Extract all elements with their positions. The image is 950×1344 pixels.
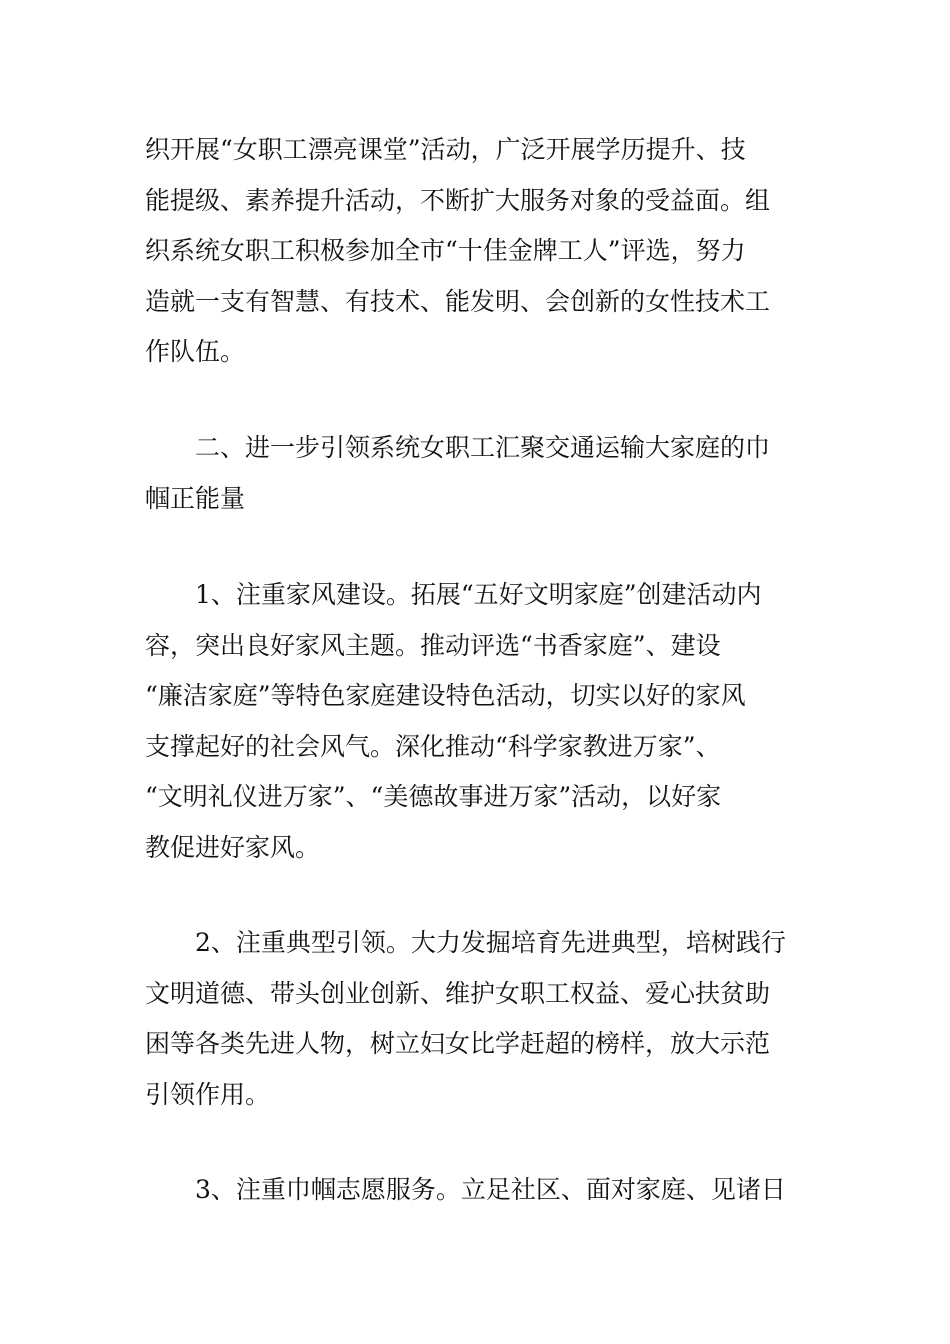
text-line: 造就一支有智慧、有技术、能发明、会创新的女性技术工 (145, 286, 771, 316)
text-line: 困等各类先进人物，树立妇女比学赶超的榜样，放大示范 (145, 1029, 771, 1058)
text-line: 支撑起好的社会风气。深化推动“科学家教进万家”、 (145, 731, 721, 761)
text-line: 3、注重巾帼志愿服务。立足社区、面对家庭、见诸日 (195, 1175, 786, 1204)
paragraph-role-models (145, 918, 810, 1120)
text-line: 织开展“女职工漂亮课堂”活动，广泛开展学历提升、技 (145, 135, 746, 164)
text-line: 容，突出良好家风主题。推动评选“书香家庭”、建设 (145, 630, 721, 660)
text-line: “文明礼仪进万家”、“美德故事进万家”活动，以好家 (145, 782, 722, 811)
text-line: 文明道德、带头创业创新、维护女职工权益、爱心扶贫助 (145, 978, 771, 1008)
text-line: 作队伍。 (145, 337, 246, 366)
text-line: 能提级、素养提升活动，不断扩大服务对象的受益面。组 (145, 185, 771, 215)
text-line: 二、进一步引领系统女职工汇聚交通运输大家庭的巾 (195, 433, 771, 462)
paragraph-family-tradition (145, 570, 810, 873)
text-line: 引领作用。 (145, 1079, 271, 1109)
text-line: 2、注重典型引领。大力发掘培育先进典型，培树践行 (195, 928, 786, 957)
text-line: 教促进好家风。 (145, 832, 321, 862)
text-line: 织系统女职工积极参加全市“十佳金牌工人”评选，努力 (145, 236, 746, 265)
text-line: “廉洁家庭”等特色家庭建设特色活动，切实以好的家风 (145, 681, 746, 710)
paragraph-volunteer-service (145, 1165, 810, 1216)
text-line: 帼正能量 (145, 483, 246, 513)
paragraph-women-workers-classroom (145, 125, 810, 378)
section-heading-two (145, 423, 810, 524)
text-line: 1、注重家风建设。拓展“五好文明家庭”创建活动内 (195, 580, 762, 609)
